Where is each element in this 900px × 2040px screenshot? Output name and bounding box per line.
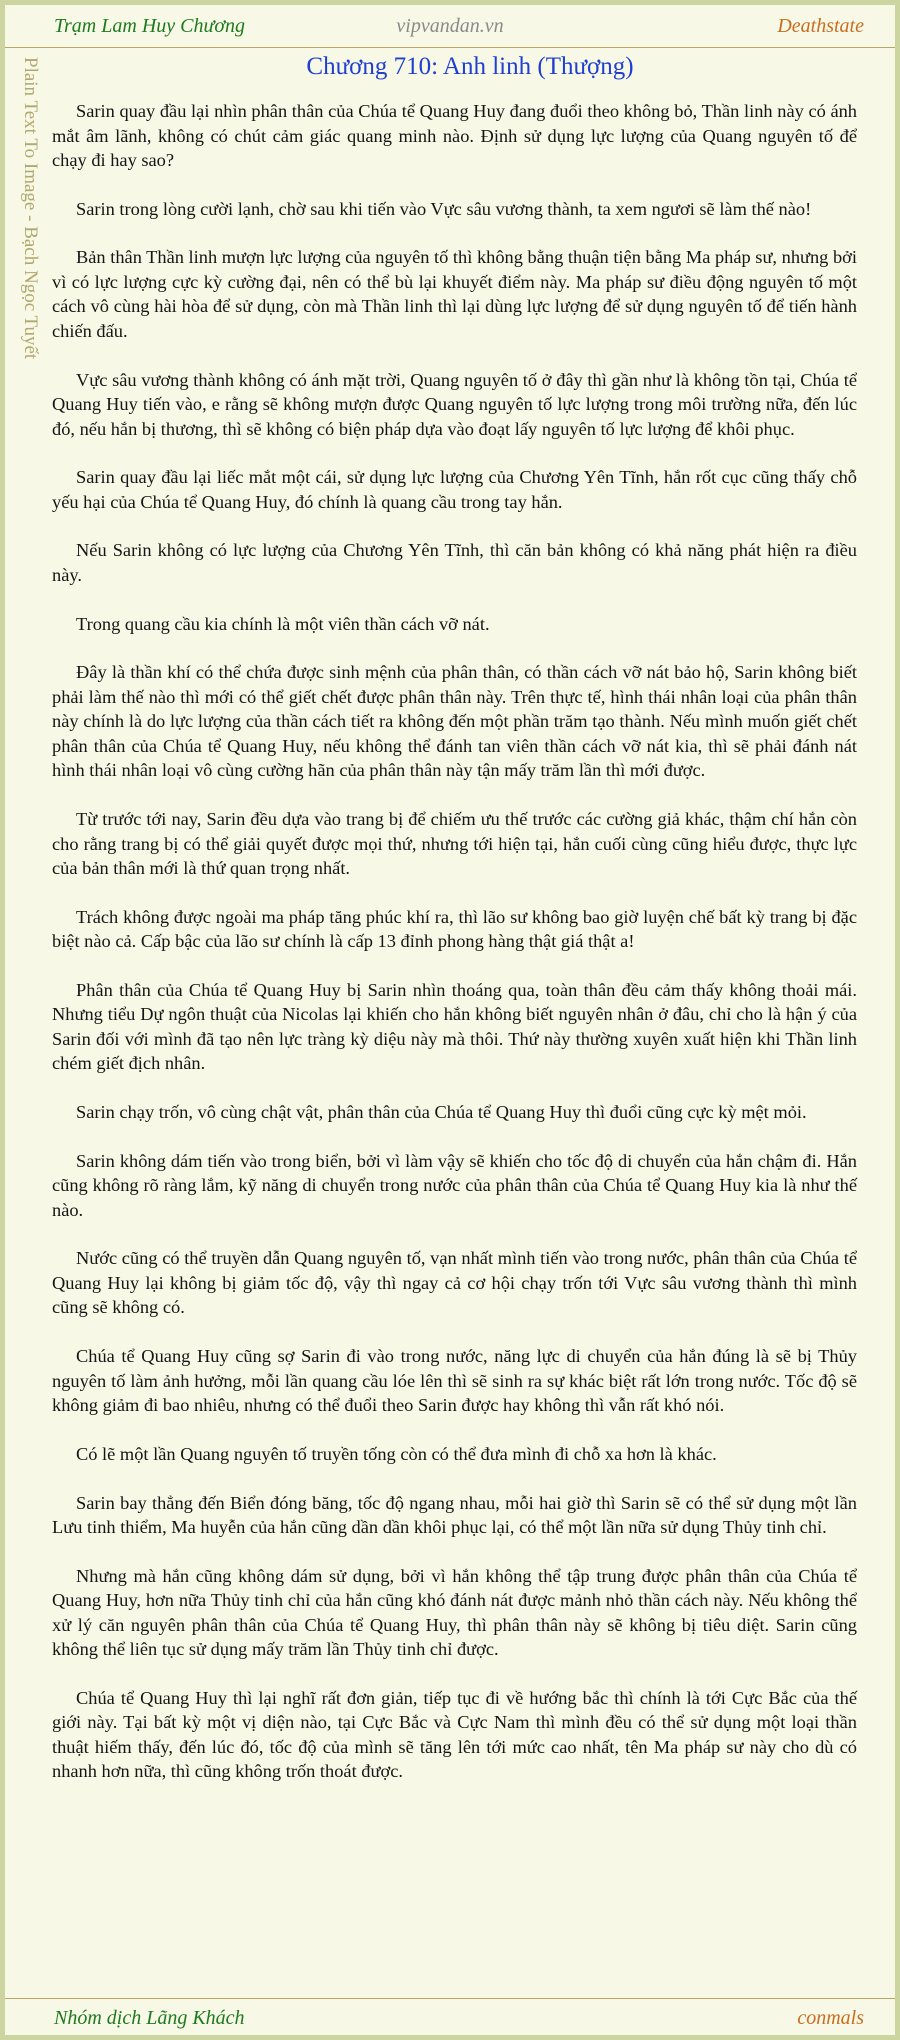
chapter-title: Chương 710: Anh linh (Thượng) [306,53,634,80]
side-note [19,57,45,397]
paragraph: Vực sâu vương thành không có ánh mặt trời, Quang nguyên tố ở đây thì gần như là không tồn tại, Chúa tể Quang Huy tiến vào, e rằng sẽ không mượn được Quang nguyên tố lực lượng trong môi trường nữa, đến lúc đó, nếu hắn bị thương, thì sẽ không có biện pháp dựa vào đoạt lấy nguyên tố lực lượng để khôi phục. [52,369,857,439]
header-translator-group: Trạm Lam Huy Chương [54,15,246,37]
paragraph: Sarin bay thẳng đến Biển đóng băng, tốc độ ngang nhau, mỗi hai giờ thì Sarin sẽ có thể sử dụng một lần Lưu tinh thiểm, Ma huyễn của hắn cũng dần dần khôi phục lại, có thể một lần nữa sử dụng Thủy tinh chỉ. [52,1492,857,1537]
footer-editor: conmals [797,2007,864,2029]
paragraph: Sarin trong lòng cười lạnh, chờ sau khi tiến vào Vực sâu vương thành, ta xem ngươi sẽ làm thế nào! [76,198,812,219]
paragraph: Sarin không dám tiến vào trong biển, bởi vì làm vậy sẽ khiến cho tốc độ di chuyển của hắn chậm đi. Hắn cũng không rõ ràng lắm, kỹ năng di chuyển trong nước của phân thân của Chúa tể Quang Huy kia là như thế nào. [52,1150,857,1220]
paragraph: Sarin quay đầu lại liếc mắt một cái, sử dụng lực lượng của Chương Yên Tĩnh, hắn rốt cục cũng thấy chỗ yếu hại của Chúa tể Quang Huy, đó chính là quang cầu trong tay hắn. [52,467,857,512]
header-author: Deathstate [777,15,864,37]
chapter-body [52,99,857,1808]
paragraph: Chúa tể Quang Huy cũng sợ Sarin đi vào trong nước, năng lực di chuyển của hắn đúng là sẽ bị Thủy nguyên tố làm ảnh hưởng, mỗi lần quang cầu lóe lên thì sẽ sinh ra sự khác biệt rất lớn trong nước. Tốc độ sẽ không giảm đi bao nhiêu, nhưng có thể đuổi theo Sarin được hay không thì vẫn rất khó nói. [52,1346,857,1416]
paragraph: Có lẽ một lần Quang nguyên tố truyền tống còn có thể đưa mình đi chỗ xa hơn là khác. [76,1443,717,1464]
paragraph: Trách không được ngoài ma pháp tăng phúc khí ra, thì lão sư không bao giờ luyện chế bất kỳ trang bị đặc biệt nào cả. Cấp bậc của lão sư chính là cấp 13 đỉnh phong hàng thật giá thật a! [52,906,857,952]
paragraph: Chúa tể Quang Huy thì lại nghĩ rất đơn giản, tiếp tục đi về hướng bắc thì chính là tới Cực Bắc của thế giới này. Tại bất kỳ một vị diện nào, tại Cực Bắc và Cực Nam thì mình đều có thể sử dụng một loại thần thuật hiếm thấy, đến lúc đó, tốc độ của mình sẽ tăng lên tới mức cao nhất, tên Ma pháp sư này cho dù có nhanh hơn nữa, thì cũng không trốn thoát được. [52,1687,857,1782]
paragraph: Sarin chạy trốn, vô cùng chật vật, phân thân của Chúa tể Quang Huy thì đuổi cũng cực kỳ mệt mỏi. [76,1102,807,1123]
paragraph: Bản thân Thần linh mượn lực lượng của nguyên tố thì không bằng thuận tiện bằng Ma pháp sư, nhưng bởi vì có lực lượng cực kỳ cường đại, nên có thể bù lại khuyết điểm này. Ma pháp sư điều động nguyên tố một cách vô cùng hài hòa để sử dụng, còn mà Thần linh thì lại dùng lực lượng để sử dụng nguyên tố để tiến hành chiến đấu. [52,247,857,341]
page-footer [5,1998,895,2036]
paragraph: Nếu Sarin không có lực lượng của Chương Yên Tĩnh, thì căn bản không có khả năng phát hiện ra điều này. [52,540,857,585]
footer-translation-team: Nhóm dịch Lãng Khách [54,2007,245,2029]
paragraph: Trong quang cầu kia chính là một viên thần cách vỡ nát. [76,613,490,634]
paragraph: Nhưng mà hắn cũng không dám sử dụng, bởi vì hắn không thể tập trung được phân thân của Chúa tể Quang Huy, hơn nữa Thủy tinh chỉ của hắn cũng khó đánh nát được mảnh nhỏ thần cách này. Nếu không thể xử lý căn nguyên phân thân của Chúa tể Quang Huy, thì phân thân này sẽ không bị tiêu diệt. Sarin cũng không thể liên tục sử dụng mấy trăm lần Thủy tinh chỉ được. [52,1565,857,1660]
paragraph: Từ trước tới nay, Sarin đều dựa vào trang bị để chiếm ưu thế trước các cường giả khác, thậm chí hắn còn cho rằng trang bị có thể giải quyết được mọi thứ, nhưng tới hiện tại, hắn cuối cùng cũng hiểu được, thực lực của bản thân mới là thứ quan trọng nhất. [52,809,857,878]
paragraph: Sarin quay đầu lại nhìn phân thân của Chúa tể Quang Huy đang đuổi theo không bỏ, Thần linh này có ánh mắt âm lãnh, không có chút cảm giác quang minh nào. Định sử dụng lực lượng của Quang nguyên tố để chạy đi hay sao? [52,101,857,170]
side-note-text: Plain Text To Image - Bạch Ngọc Tuyết [20,57,41,360]
paragraph: Phân thân của Chúa tể Quang Huy bị Sarin nhìn thoáng qua, toàn thân đều cảm thấy không thoải mái. Nhưng tiểu Dự ngôn thuật của Nicolas lại khiến cho hắn không biết nguyên nhân ở đâu, chỉ cho là hận ý của Sarin đối với mình đã tạo nên lực tràng kỳ diệu này mà thôi. Thứ này thường xuyên xuất hiện khi Thần linh chém giết địch nhân. [52,979,857,1074]
page-header [5,5,895,48]
header-site-name: vipvandan.vn [396,15,504,37]
paragraph: Đây là thần khí có thể chứa được sinh mệnh của phân thân, có thần cách vỡ nát bảo hộ, Sarin không biết phải làm thế nào thì mới có thể giết chết được phân thân này. Trên thực tế, hình thái nhân loại của phân thân này chính là do lực lượng của thần cách tiết ra không đến một phần trăm tạo thành. Nếu mình muốn giết chết phân thân của Chúa tể Quang Huy, nếu không thể đánh tan viên thần cách vỡ nát kia, thì sẽ phải đánh nát hình thái nhân loại vô cùng cường hãn của phân thân này tận mấy trăm lần thì mới được. [52,662,857,781]
paragraph: Nước cũng có thể truyền dẫn Quang nguyên tố, vạn nhất mình tiến vào trong nước, phân thân của Chúa tể Quang Huy lại không bị giảm tốc độ, vậy thì ngay cả cơ hội chạy trốn tới Vực sâu vương thành thì mình cũng sẽ không có. [52,1248,857,1318]
page-frame [5,5,895,2035]
